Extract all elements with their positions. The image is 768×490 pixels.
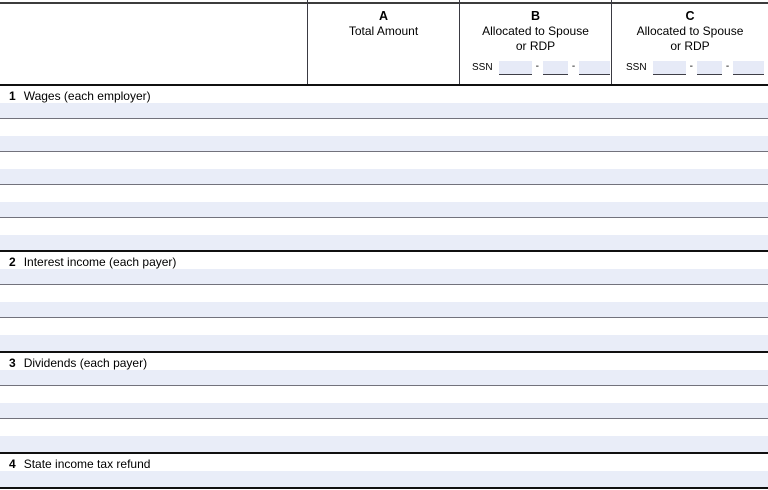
description-cell xyxy=(0,353,307,385)
table-row xyxy=(0,285,768,318)
column-c-title-line1: Allocated to Spouse xyxy=(636,24,744,38)
ssn-field-c-part2[interactable] xyxy=(697,61,722,75)
amount-cell-b[interactable] xyxy=(460,252,612,284)
description-cell[interactable] xyxy=(0,218,307,251)
form-line-section xyxy=(0,84,768,250)
table-row xyxy=(0,353,768,386)
amount-cell-c[interactable] xyxy=(612,86,768,118)
column-c-title-line2: or RDP xyxy=(670,38,710,53)
line-label: State income tax refund xyxy=(23,456,151,471)
line-number: 2 xyxy=(9,255,16,270)
amount-cell-c[interactable] xyxy=(612,318,768,351)
ssn-field-c-part3[interactable] xyxy=(733,61,764,75)
amount-cell-c[interactable] xyxy=(612,454,768,487)
description-cell[interactable] xyxy=(0,318,307,351)
amount-cell-b[interactable] xyxy=(460,218,612,251)
table-row xyxy=(0,419,768,452)
amount-cell-c[interactable] xyxy=(612,185,768,217)
description-cell[interactable] xyxy=(0,119,307,151)
table-row xyxy=(0,454,768,487)
description-cell[interactable] xyxy=(0,386,307,418)
table-row xyxy=(0,386,768,419)
column-c-header xyxy=(612,9,768,53)
description-cell xyxy=(0,454,307,487)
amount-cell-c[interactable] xyxy=(612,119,768,151)
ssn-field-c-part1[interactable] xyxy=(653,61,686,75)
amount-cell-c[interactable] xyxy=(612,252,768,284)
column-b-title-line1: Allocated to Spouse xyxy=(482,24,589,38)
column-a-title: Total Amount xyxy=(348,24,419,38)
amount-cell-a[interactable] xyxy=(307,252,460,284)
amount-cell-b[interactable] xyxy=(460,454,612,487)
amount-cell-b[interactable] xyxy=(460,318,612,351)
column-a-header xyxy=(308,9,459,39)
amount-cell-c[interactable] xyxy=(612,285,768,317)
amount-cell-a[interactable] xyxy=(307,119,460,151)
ssn-hyphen: - xyxy=(535,61,539,72)
ssn-hyphen: - xyxy=(725,61,730,72)
table-row xyxy=(0,218,768,251)
ssn-group-c xyxy=(626,58,764,75)
ssn-group-b xyxy=(472,58,610,75)
amount-cell-b[interactable] xyxy=(460,419,612,452)
description-cell[interactable] xyxy=(0,285,307,317)
top-rule xyxy=(0,2,768,4)
amount-cell-a[interactable] xyxy=(307,218,460,251)
amount-cell-b[interactable] xyxy=(460,386,612,418)
amount-cell-a[interactable] xyxy=(307,454,460,487)
amount-cell-a[interactable] xyxy=(307,152,460,184)
column-a-letter: A xyxy=(378,9,389,23)
form-line-section xyxy=(0,250,768,351)
amount-cell-b[interactable] xyxy=(460,185,612,217)
column-c-letter: C xyxy=(685,9,695,23)
description-cell[interactable] xyxy=(0,185,307,217)
ssn-field-b-part3[interactable] xyxy=(579,61,610,75)
amount-cell-a[interactable] xyxy=(307,185,460,217)
amount-cell-a[interactable] xyxy=(307,353,460,385)
amount-cell-b[interactable] xyxy=(460,285,612,317)
amount-cell-c[interactable] xyxy=(612,353,768,385)
description-cell[interactable] xyxy=(0,419,307,452)
amount-cell-a[interactable] xyxy=(307,86,460,118)
ssn-field-b-part1[interactable] xyxy=(499,61,532,75)
amount-cell-b[interactable] xyxy=(460,119,612,151)
table-row xyxy=(0,318,768,351)
ssn-hyphen: - xyxy=(571,61,576,72)
allocation-table xyxy=(0,84,768,489)
amount-cell-b[interactable] xyxy=(460,86,612,118)
amount-cell-a[interactable] xyxy=(307,318,460,351)
amount-cell-c[interactable] xyxy=(612,419,768,452)
line-label: Wages (each employer) xyxy=(23,89,151,103)
amount-cell-a[interactable] xyxy=(307,386,460,418)
table-row xyxy=(0,119,768,152)
amount-cell-a[interactable] xyxy=(307,285,460,317)
form-line-section xyxy=(0,452,768,487)
amount-cell-b[interactable] xyxy=(460,152,612,184)
table-row xyxy=(0,86,768,119)
ssn-field-b-part2[interactable] xyxy=(543,61,568,75)
amount-cell-c[interactable] xyxy=(612,386,768,418)
amount-cell-b[interactable] xyxy=(460,353,612,385)
form-line-section xyxy=(0,351,768,452)
column-b-letter: B xyxy=(530,9,541,23)
amount-cell-c[interactable] xyxy=(612,152,768,184)
ssn-hyphen: - xyxy=(689,61,693,72)
ssn-label-b: SSN xyxy=(472,62,493,73)
amount-cell-c[interactable] xyxy=(612,218,768,251)
line-number: 1 xyxy=(9,89,16,103)
line-number: 4 xyxy=(9,456,16,471)
amount-cell-a[interactable] xyxy=(307,419,460,452)
description-cell[interactable] xyxy=(0,152,307,184)
description-cell xyxy=(0,252,307,284)
ssn-label-c: SSN xyxy=(626,62,647,73)
table-row xyxy=(0,252,768,285)
table-row xyxy=(0,152,768,185)
table-row xyxy=(0,185,768,218)
description-cell xyxy=(0,86,307,118)
line-label: Dividends (each payer) xyxy=(23,356,148,371)
column-b-header xyxy=(460,9,611,53)
column-b-title-line2: or RDP xyxy=(515,38,556,53)
line-label: Interest income (each payer) xyxy=(23,255,177,270)
line-number: 3 xyxy=(9,356,16,371)
